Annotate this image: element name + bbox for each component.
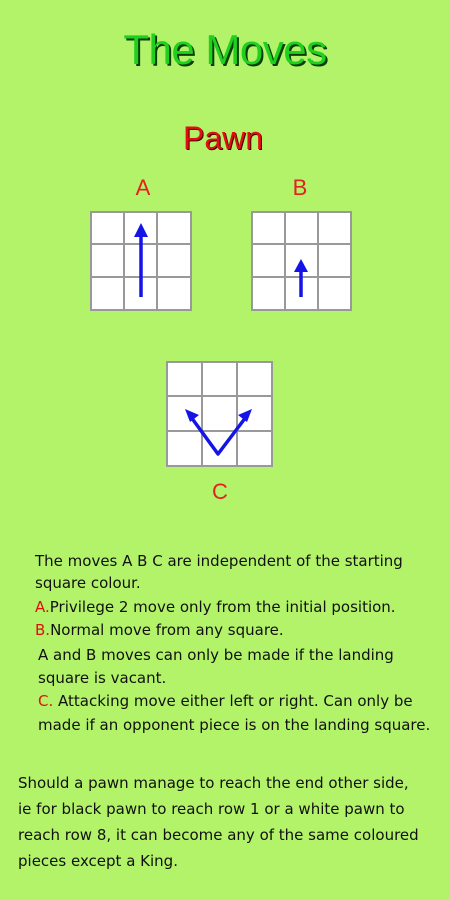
rule-c-marker: C. [38,692,54,710]
promotion-line-3: reach row 8, it can become any of the same coloured [18,826,419,844]
description-line-2: square colour. [35,574,141,592]
diagram-b-board [251,211,352,311]
rule-c-line-2: made if an opponent piece is on the landing square. [38,716,431,734]
section-title-pawn: Pawn [182,120,264,156]
rule-ab-line-2: square is vacant. [38,669,167,687]
rule-a [35,595,396,619]
rule-a-text: Privilege 2 move only from the initial position. [49,598,396,616]
diagram-a-label: A [135,175,151,200]
diagram-c-board [166,361,273,467]
rule-b-marker: B. [35,621,51,639]
rule-b-text: Normal move from any square. [50,621,284,639]
diagram-b-label: B [292,175,308,200]
rule-c-text: Attacking move either left or right. Can only be [53,692,413,710]
promotion-line-1: Should a pawn manage to reach the end other side, [18,774,409,792]
page-title: The Moves [123,26,327,73]
diagram-a-board [90,211,192,311]
description-line-1: The moves A B C are independent of the starting [35,552,403,570]
rule-b [35,618,284,642]
promotion-line-4: pieces except a King. [18,852,178,870]
promotion-line-2: ie for black pawn to reach row 1 or a white pawn to [18,800,405,818]
rule-c [38,689,413,713]
diagram-c-label: C [212,479,228,504]
rule-ab-line-1: A and B moves can only be made if the landing [38,646,394,664]
rule-a-marker: A. [35,598,50,616]
